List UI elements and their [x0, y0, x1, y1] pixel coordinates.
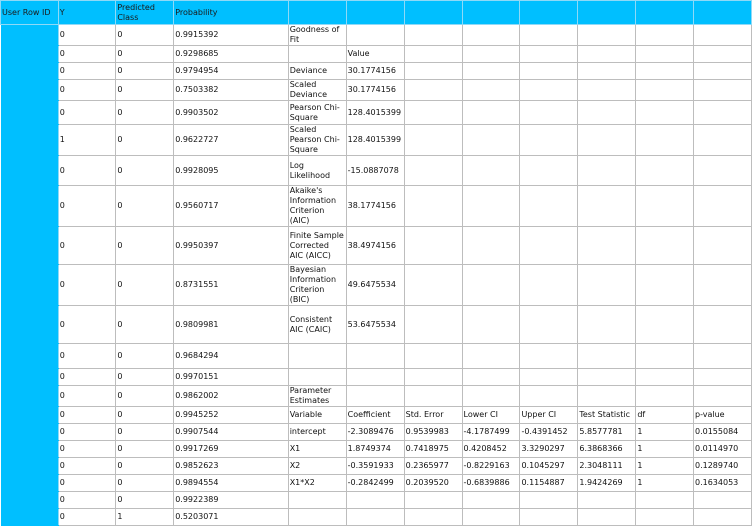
probability-cell[interactable]: 0.9945252 — [174, 407, 289, 424]
header-user-row-id[interactable]: User Row ID — [1, 1, 59, 25]
table-row — [1, 407, 752, 424]
grid-cell[interactable] — [462, 80, 520, 101]
header-empty-cell[interactable] — [288, 1, 346, 25]
probability-cell[interactable]: 0.9298685 — [174, 46, 289, 63]
table-row — [1, 265, 752, 306]
probability-cell[interactable]: 0.9915392 — [174, 25, 289, 46]
grid-cell[interactable] — [462, 125, 520, 156]
header-empty-cell[interactable] — [693, 1, 751, 25]
row-id-cell[interactable] — [1, 125, 59, 156]
grid-cell[interactable] — [693, 369, 751, 386]
gof-stat-value[interactable]: 30.1774156 — [346, 63, 404, 80]
gof-stat-label[interactable]: Finite Sample Corrected AIC (AICC) — [288, 227, 346, 265]
row-id-cell[interactable] — [1, 441, 59, 458]
row-id-cell[interactable] — [1, 265, 59, 306]
grid-cell[interactable] — [462, 344, 520, 369]
grid-cell[interactable] — [520, 156, 578, 186]
grid-cell[interactable] — [404, 265, 462, 306]
grid-cell[interactable] — [520, 492, 578, 509]
grid-cell[interactable] — [693, 186, 751, 227]
param-value-cell[interactable]: -0.2842499 — [346, 475, 404, 492]
param-value-cell[interactable]: 0.0114970 — [693, 441, 751, 458]
header-empty-cell[interactable] — [636, 1, 694, 25]
param-value-cell[interactable]: 0.2039520 — [404, 475, 462, 492]
y-cell[interactable]: 0 — [58, 424, 116, 441]
grid-cell[interactable] — [578, 386, 636, 407]
gof-stat-label[interactable]: Scaled Pearson Chi-Square — [288, 125, 346, 156]
grid-cell[interactable] — [693, 344, 751, 369]
y-cell[interactable]: 0 — [58, 509, 116, 526]
grid-cell[interactable] — [578, 265, 636, 306]
param-value-cell[interactable]: -0.6839886 — [462, 475, 520, 492]
probability-cell[interactable]: 0.9794954 — [174, 63, 289, 80]
grid-cell[interactable] — [404, 227, 462, 265]
table-row — [1, 441, 752, 458]
predicted-class-cell[interactable]: 0 — [116, 344, 174, 369]
grid-cell[interactable] — [636, 227, 694, 265]
grid-cell[interactable] — [520, 509, 578, 526]
gof-stat-label[interactable]: Scaled Deviance — [288, 80, 346, 101]
y-cell[interactable]: 0 — [58, 441, 116, 458]
predicted-class-cell[interactable]: 0 — [116, 475, 174, 492]
param-value-cell[interactable]: 0.0155084 — [693, 424, 751, 441]
probability-cell[interactable]: 0.9862002 — [174, 386, 289, 407]
gof-stat-value[interactable]: 53.6475534 — [346, 306, 404, 344]
grid-cell[interactable] — [404, 509, 462, 526]
param-value-cell[interactable]: -2.3089476 — [346, 424, 404, 441]
param-value-cell[interactable]: 0.4208452 — [462, 441, 520, 458]
param-column-header[interactable]: Upper CI — [520, 407, 578, 424]
row-id-cell[interactable] — [1, 492, 59, 509]
param-value-cell[interactable]: 2.3048111 — [578, 458, 636, 475]
table-row — [1, 63, 752, 80]
grid-cell[interactable] — [404, 344, 462, 369]
grid-cell[interactable] — [462, 369, 520, 386]
y-cell[interactable]: 0 — [58, 265, 116, 306]
table-row — [1, 369, 752, 386]
param-value-cell[interactable]: 1 — [636, 441, 694, 458]
grid-cell[interactable] — [578, 369, 636, 386]
y-cell[interactable]: 0 — [58, 227, 116, 265]
param-column-header[interactable]: df — [636, 407, 694, 424]
predicted-class-cell[interactable]: 0 — [116, 227, 174, 265]
predicted-class-cell[interactable]: 0 — [116, 125, 174, 156]
y-cell[interactable]: 0 — [58, 369, 116, 386]
probability-cell[interactable]: 0.9852623 — [174, 458, 289, 475]
grid-cell[interactable] — [693, 227, 751, 265]
gof-stat-label[interactable]: Pearson Chi-Square — [288, 101, 346, 125]
header-empty-cell[interactable] — [578, 1, 636, 25]
param-column-header[interactable]: Coefficient — [346, 407, 404, 424]
grid-cell[interactable] — [520, 125, 578, 156]
probability-cell[interactable]: 0.9917269 — [174, 441, 289, 458]
table-row — [1, 80, 752, 101]
predicted-class-cell[interactable]: 0 — [116, 156, 174, 186]
row-id-cell[interactable] — [1, 46, 59, 63]
y-cell[interactable]: 0 — [58, 80, 116, 101]
grid-cell[interactable] — [636, 344, 694, 369]
header-predicted-class[interactable]: Predicted Class — [116, 1, 174, 25]
param-value-cell[interactable]: 0.7418975 — [404, 441, 462, 458]
grid-cell[interactable] — [636, 156, 694, 186]
probability-cell[interactable]: 0.9903502 — [174, 101, 289, 125]
row-id-cell[interactable] — [1, 25, 59, 46]
grid-cell[interactable] — [346, 386, 404, 407]
row-id-cell[interactable] — [1, 369, 59, 386]
predicted-class-cell[interactable]: 0 — [116, 492, 174, 509]
param-value-cell[interactable]: -4.1787499 — [462, 424, 520, 441]
grid-cell[interactable] — [462, 46, 520, 63]
param-value-cell[interactable]: X2 — [288, 458, 346, 475]
grid-cell[interactable] — [636, 306, 694, 344]
param-value-cell[interactable]: -0.4391452 — [520, 424, 578, 441]
grid-cell[interactable] — [404, 386, 462, 407]
param-value-cell[interactable]: X1*X2 — [288, 475, 346, 492]
param-value-cell[interactable]: 3.3290297 — [520, 441, 578, 458]
grid-cell[interactable] — [462, 227, 520, 265]
y-cell[interactable]: 0 — [58, 101, 116, 125]
y-cell[interactable]: 0 — [58, 186, 116, 227]
parameter-estimates-title[interactable]: Parameter Estimates — [288, 386, 346, 407]
table-row — [1, 156, 752, 186]
row-id-cell[interactable] — [1, 458, 59, 475]
grid-cell[interactable] — [520, 386, 578, 407]
value-header[interactable]: Value — [346, 46, 404, 63]
grid-cell[interactable] — [346, 509, 404, 526]
row-id-cell[interactable] — [1, 475, 59, 492]
probability-cell[interactable]: 0.9970151 — [174, 369, 289, 386]
param-column-header[interactable]: p-value — [693, 407, 751, 424]
grid-cell[interactable] — [404, 80, 462, 101]
header-empty-cell[interactable] — [520, 1, 578, 25]
grid-cell[interactable] — [636, 509, 694, 526]
predicted-class-cell[interactable]: 1 — [116, 509, 174, 526]
grid-cell[interactable] — [288, 509, 346, 526]
y-cell[interactable]: 0 — [58, 25, 116, 46]
grid-cell[interactable] — [636, 492, 694, 509]
param-value-cell[interactable]: 0.9539983 — [404, 424, 462, 441]
row-id-cell[interactable] — [1, 63, 59, 80]
grid-cell[interactable] — [404, 63, 462, 80]
table-row — [1, 344, 752, 369]
grid-cell[interactable] — [404, 306, 462, 344]
grid-cell[interactable] — [404, 25, 462, 46]
probability-cell[interactable]: 0.9622727 — [174, 125, 289, 156]
grid-cell[interactable] — [636, 25, 694, 46]
predicted-class-cell[interactable]: 0 — [116, 441, 174, 458]
param-value-cell[interactable]: 0.1289740 — [693, 458, 751, 475]
header-empty-cell[interactable] — [346, 1, 404, 25]
param-value-cell[interactable]: 0.2365977 — [404, 458, 462, 475]
grid-cell[interactable] — [578, 46, 636, 63]
probability-cell[interactable]: 0.9684294 — [174, 344, 289, 369]
grid-cell[interactable] — [636, 46, 694, 63]
row-id-cell[interactable] — [1, 186, 59, 227]
header-empty-cell[interactable] — [462, 1, 520, 25]
predicted-class-cell[interactable]: 0 — [116, 101, 174, 125]
grid-cell[interactable] — [520, 80, 578, 101]
row-id-cell[interactable] — [1, 156, 59, 186]
table-row — [1, 125, 752, 156]
grid-cell[interactable] — [346, 492, 404, 509]
grid-cell[interactable] — [693, 509, 751, 526]
row-id-cell[interactable] — [1, 407, 59, 424]
grid-cell[interactable] — [578, 25, 636, 46]
param-value-cell[interactable]: 1 — [636, 475, 694, 492]
grid-cell[interactable] — [520, 227, 578, 265]
grid-cell[interactable] — [346, 25, 404, 46]
grid-cell[interactable] — [520, 265, 578, 306]
table-row — [1, 509, 752, 526]
grid-cell[interactable] — [636, 265, 694, 306]
grid-cell[interactable] — [578, 186, 636, 227]
param-column-header[interactable]: Std. Error — [404, 407, 462, 424]
param-value-cell[interactable]: 1.8749374 — [346, 441, 404, 458]
gof-stat-value[interactable]: 128.4015399 — [346, 125, 404, 156]
predicted-class-cell[interactable]: 0 — [116, 63, 174, 80]
grid-cell[interactable] — [288, 344, 346, 369]
y-cell[interactable]: 0 — [58, 156, 116, 186]
grid-cell[interactable] — [693, 63, 751, 80]
row-id-cell[interactable] — [1, 227, 59, 265]
grid-cell[interactable] — [288, 46, 346, 63]
grid-cell[interactable] — [636, 369, 694, 386]
y-cell[interactable]: 0 — [58, 386, 116, 407]
goodness-of-fit-title[interactable]: Goodness of Fit — [288, 25, 346, 46]
grid-cell[interactable] — [462, 25, 520, 46]
grid-cell[interactable] — [578, 227, 636, 265]
header-probability[interactable]: Probability — [174, 1, 289, 25]
table-row — [1, 101, 752, 125]
grid-cell[interactable] — [404, 369, 462, 386]
grid-cell[interactable] — [578, 63, 636, 80]
y-cell[interactable]: 0 — [58, 475, 116, 492]
predicted-class-cell[interactable]: 0 — [116, 265, 174, 306]
grid-cell[interactable] — [462, 492, 520, 509]
grid-cell[interactable] — [288, 369, 346, 386]
gof-stat-label[interactable]: Log Likelihood — [288, 156, 346, 186]
y-cell[interactable]: 0 — [58, 492, 116, 509]
table-row — [1, 492, 752, 509]
grid-cell[interactable] — [404, 186, 462, 227]
gof-stat-value[interactable]: 30.1774156 — [346, 80, 404, 101]
grid-cell[interactable] — [636, 386, 694, 407]
probability-cell[interactable]: 0.9809981 — [174, 306, 289, 344]
row-id-cell[interactable] — [1, 386, 59, 407]
param-column-header[interactable]: Lower CI — [462, 407, 520, 424]
header-y[interactable]: Y — [58, 1, 116, 25]
grid-cell[interactable] — [636, 125, 694, 156]
table-row — [1, 306, 752, 344]
grid-cell[interactable] — [520, 63, 578, 80]
grid-cell[interactable] — [404, 101, 462, 125]
grid-cell[interactable] — [404, 125, 462, 156]
y-cell[interactable]: 0 — [58, 407, 116, 424]
grid-cell[interactable] — [693, 306, 751, 344]
grid-cell[interactable] — [520, 306, 578, 344]
y-cell[interactable]: 0 — [58, 344, 116, 369]
table-row — [1, 424, 752, 441]
param-value-cell[interactable]: 0.1045297 — [520, 458, 578, 475]
probability-cell[interactable]: 0.7503382 — [174, 80, 289, 101]
predicted-class-cell[interactable]: 0 — [116, 306, 174, 344]
param-column-header[interactable]: Variable — [288, 407, 346, 424]
grid-cell[interactable] — [578, 492, 636, 509]
probability-cell[interactable]: 0.9928095 — [174, 156, 289, 186]
table-row — [1, 46, 752, 63]
param-value-cell[interactable]: -0.3591933 — [346, 458, 404, 475]
grid-cell[interactable] — [693, 25, 751, 46]
param-value-cell[interactable]: 0.1154887 — [520, 475, 578, 492]
y-cell[interactable]: 0 — [58, 46, 116, 63]
predicted-class-cell[interactable]: 0 — [116, 424, 174, 441]
table-row — [1, 458, 752, 475]
grid-cell[interactable] — [404, 46, 462, 63]
grid-cell[interactable] — [693, 125, 751, 156]
y-cell[interactable]: 0 — [58, 306, 116, 344]
probability-cell[interactable]: 0.9907544 — [174, 424, 289, 441]
y-cell[interactable]: 0 — [58, 458, 116, 475]
grid-cell[interactable] — [520, 25, 578, 46]
predicted-class-cell[interactable]: 0 — [116, 46, 174, 63]
row-id-cell[interactable] — [1, 306, 59, 344]
grid-cell[interactable] — [520, 369, 578, 386]
grid-cell[interactable] — [520, 186, 578, 227]
grid-cell[interactable] — [404, 156, 462, 186]
grid-cell[interactable] — [693, 101, 751, 125]
param-value-cell[interactable]: -0.8229163 — [462, 458, 520, 475]
row-id-cell[interactable] — [1, 80, 59, 101]
grid-cell[interactable] — [693, 492, 751, 509]
row-id-cell[interactable] — [1, 509, 59, 526]
grid-cell[interactable] — [462, 306, 520, 344]
y-cell[interactable]: 1 — [58, 125, 116, 156]
probability-cell[interactable]: 0.9560717 — [174, 186, 289, 227]
predicted-class-cell[interactable]: 0 — [116, 407, 174, 424]
param-value-cell[interactable]: 5.8577781 — [578, 424, 636, 441]
grid-cell[interactable] — [520, 46, 578, 63]
grid-cell[interactable] — [520, 344, 578, 369]
table-row — [1, 386, 752, 407]
grid-cell[interactable] — [578, 156, 636, 186]
grid-cell[interactable] — [462, 265, 520, 306]
grid-cell[interactable] — [693, 80, 751, 101]
param-value-cell[interactable]: 1 — [636, 458, 694, 475]
probability-cell[interactable]: 0.9922389 — [174, 492, 289, 509]
grid-cell[interactable] — [693, 46, 751, 63]
predicted-class-cell[interactable]: 0 — [116, 458, 174, 475]
param-value-cell[interactable]: 0.1634053 — [693, 475, 751, 492]
grid-cell[interactable] — [462, 156, 520, 186]
grid-cell[interactable] — [404, 492, 462, 509]
header-row — [1, 1, 752, 25]
table-row — [1, 186, 752, 227]
grid-cell[interactable] — [346, 344, 404, 369]
gof-stat-value[interactable]: -15.0887078 — [346, 156, 404, 186]
row-id-cell[interactable] — [1, 101, 59, 125]
grid-cell[interactable] — [693, 156, 751, 186]
row-id-cell[interactable] — [1, 424, 59, 441]
param-value-cell[interactable]: 1.9424269 — [578, 475, 636, 492]
predicted-class-cell[interactable]: 0 — [116, 25, 174, 46]
grid-cell[interactable] — [520, 101, 578, 125]
row-id-cell[interactable] — [1, 344, 59, 369]
table-row — [1, 475, 752, 492]
grid-cell[interactable] — [346, 369, 404, 386]
grid-cell[interactable] — [693, 265, 751, 306]
grid-cell[interactable] — [462, 509, 520, 526]
y-cell[interactable]: 0 — [58, 63, 116, 80]
grid-cell[interactable] — [462, 186, 520, 227]
grid-cell[interactable] — [578, 101, 636, 125]
probability-cell[interactable]: 0.9894554 — [174, 475, 289, 492]
predicted-class-cell[interactable]: 0 — [116, 386, 174, 407]
param-value-cell[interactable]: 1 — [636, 424, 694, 441]
param-column-header[interactable]: Test Statistic — [578, 407, 636, 424]
param-value-cell[interactable]: intercept — [288, 424, 346, 441]
probability-cell[interactable]: 0.9950397 — [174, 227, 289, 265]
param-value-cell[interactable]: X1 — [288, 441, 346, 458]
grid-cell[interactable] — [636, 101, 694, 125]
gof-stat-label[interactable]: Akaike's Information Criterion (AIC) — [288, 186, 346, 227]
grid-cell[interactable] — [462, 101, 520, 125]
table-row — [1, 227, 752, 265]
table-row — [1, 25, 752, 46]
grid-cell[interactable] — [693, 386, 751, 407]
predicted-class-cell[interactable]: 0 — [116, 186, 174, 227]
grid-cell[interactable] — [636, 186, 694, 227]
grid-cell[interactable] — [578, 344, 636, 369]
grid-cell[interactable] — [462, 386, 520, 407]
header-empty-cell[interactable] — [404, 1, 462, 25]
gof-stat-label[interactable]: Bayesian Information Criterion (BIC) — [288, 265, 346, 306]
predicted-class-cell[interactable]: 0 — [116, 80, 174, 101]
gof-stat-value[interactable]: 38.4974156 — [346, 227, 404, 265]
probability-cell[interactable]: 0.5203071 — [174, 509, 289, 526]
grid-cell[interactable] — [462, 63, 520, 80]
grid-cell[interactable] — [578, 125, 636, 156]
gof-stat-label[interactable]: Consistent AIC (CAIC) — [288, 306, 346, 344]
gof-stat-value[interactable]: 38.1774156 — [346, 186, 404, 227]
gof-stat-value[interactable]: 128.4015399 — [346, 101, 404, 125]
gof-stat-value[interactable]: 49.6475534 — [346, 265, 404, 306]
grid-cell[interactable] — [636, 80, 694, 101]
grid-cell[interactable] — [636, 63, 694, 80]
param-value-cell[interactable]: 6.3868366 — [578, 441, 636, 458]
probability-cell[interactable]: 0.8731551 — [174, 265, 289, 306]
grid-cell[interactable] — [578, 306, 636, 344]
gof-stat-label[interactable]: Deviance — [288, 63, 346, 80]
predicted-class-cell[interactable]: 0 — [116, 369, 174, 386]
grid-cell[interactable] — [578, 509, 636, 526]
grid-cell[interactable] — [288, 492, 346, 509]
grid-cell[interactable] — [578, 80, 636, 101]
